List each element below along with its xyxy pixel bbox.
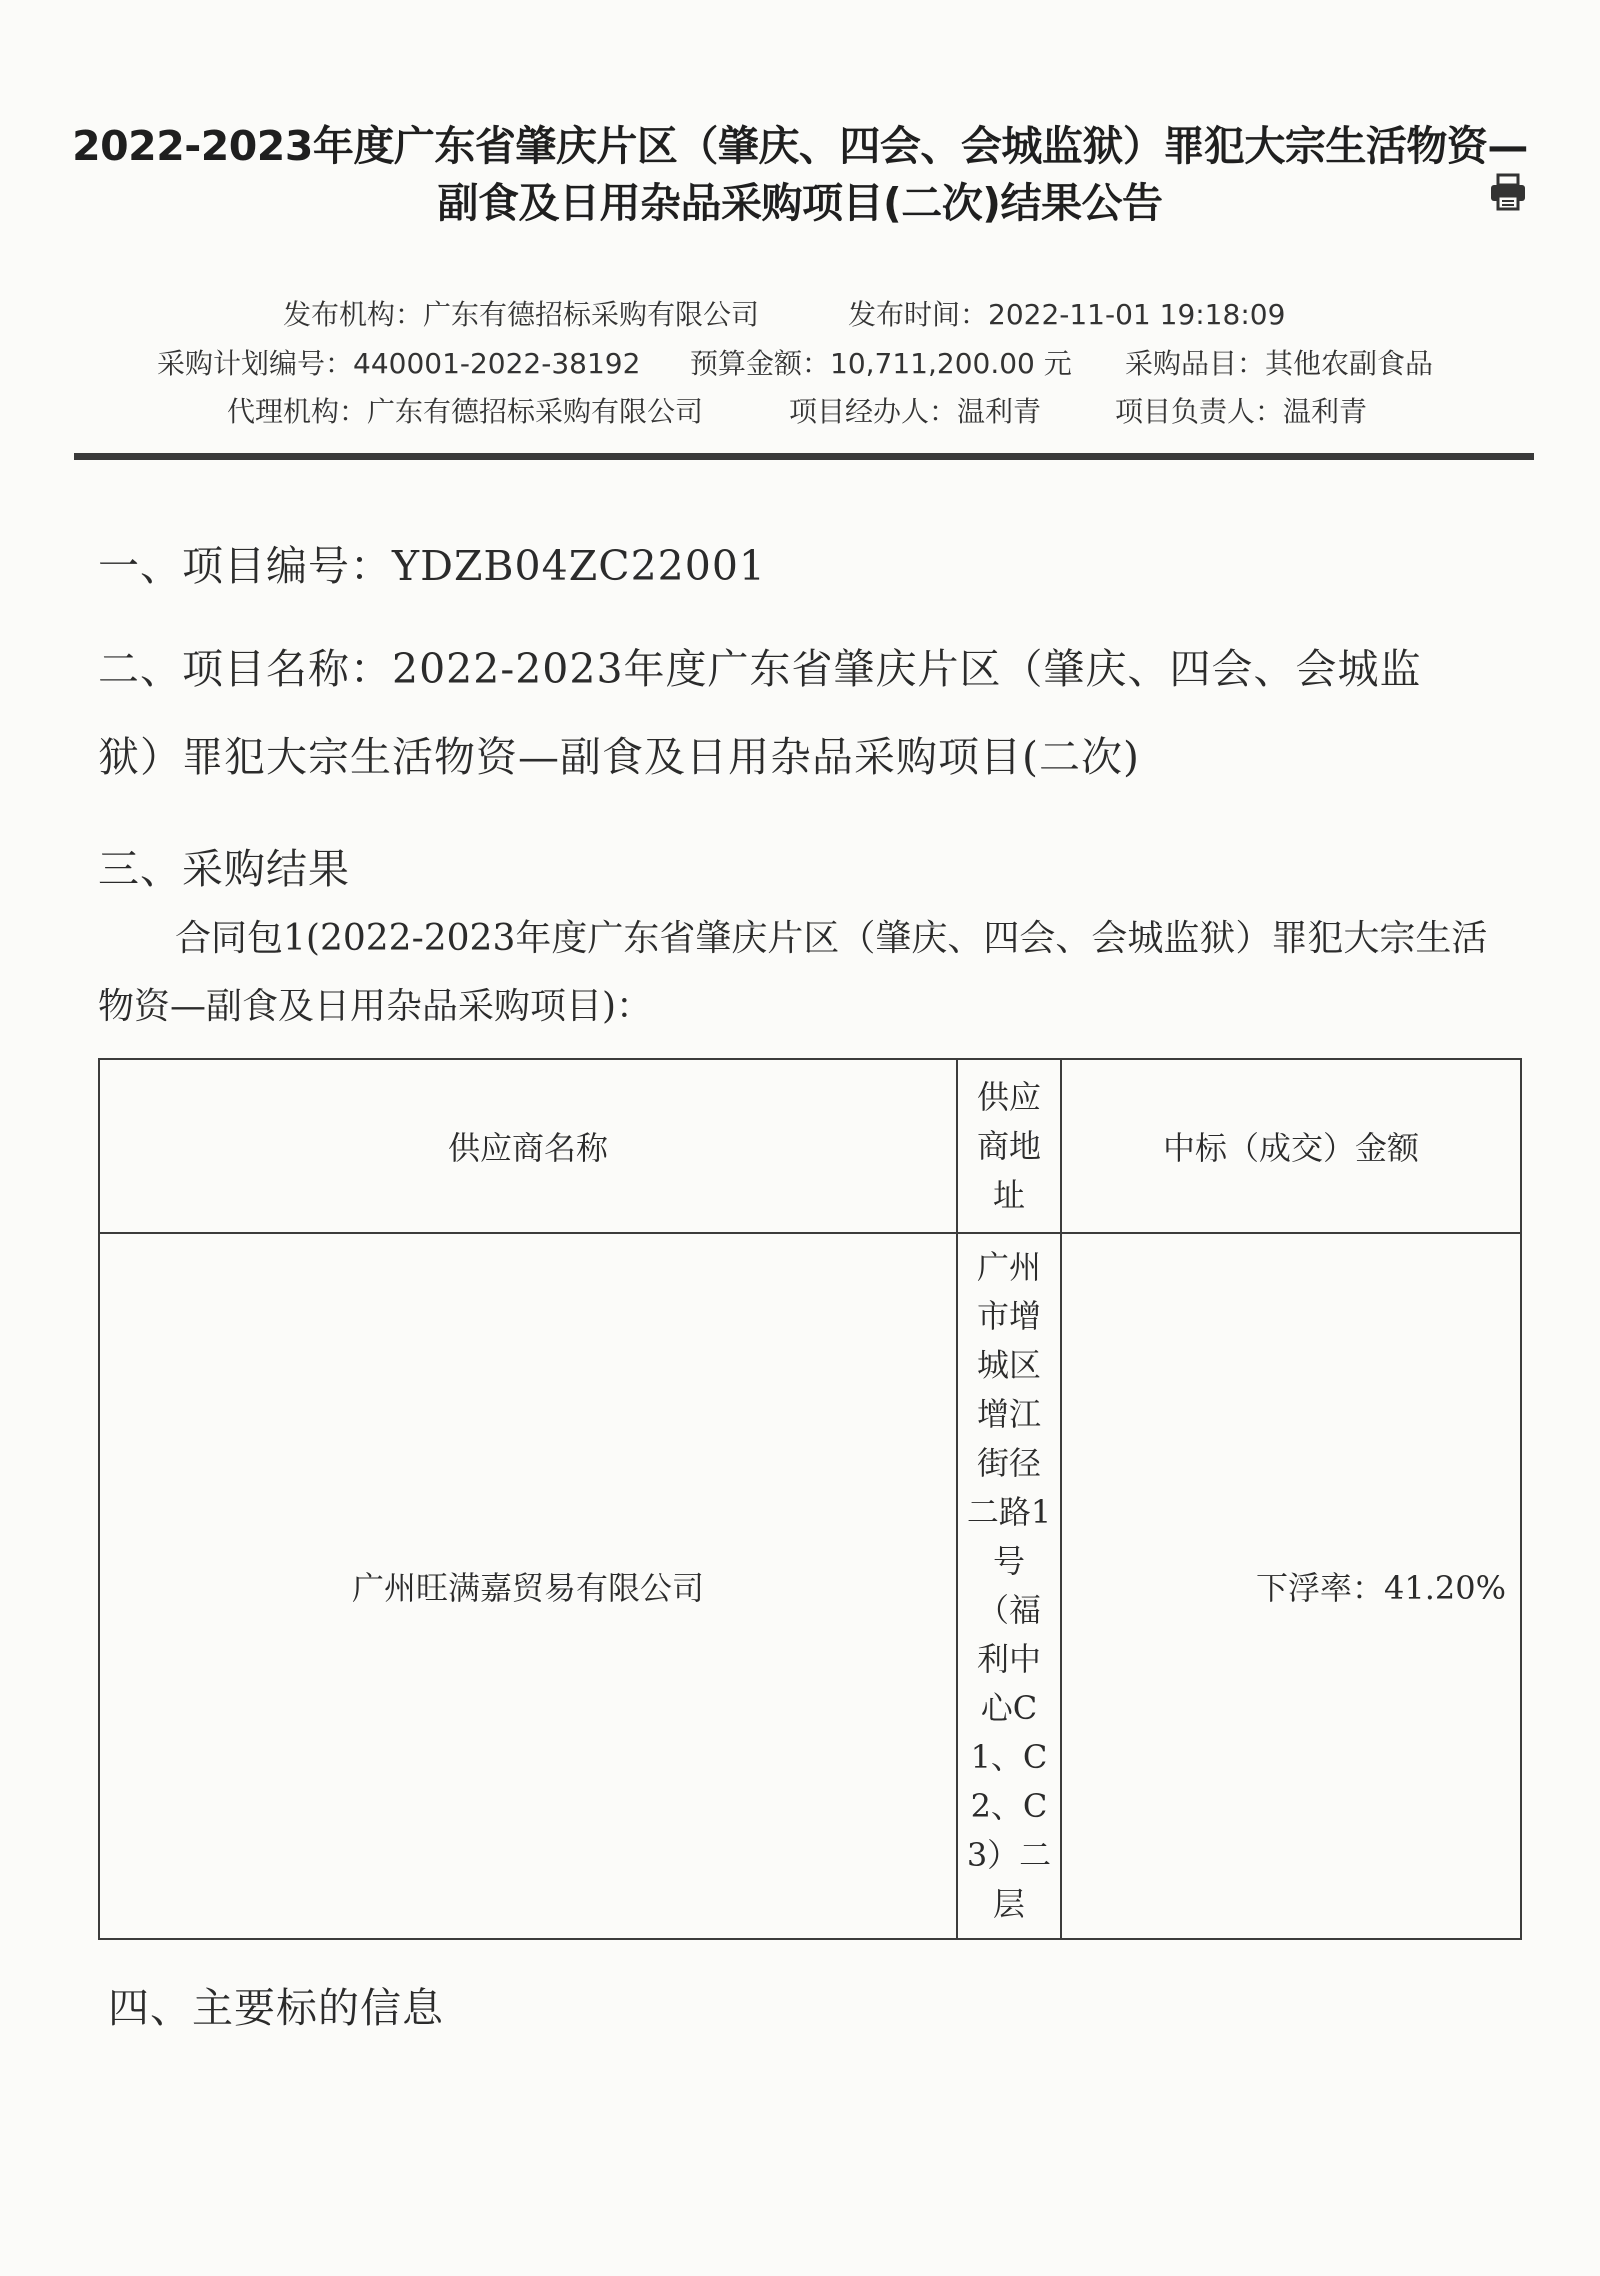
table-header-row xyxy=(99,1059,1521,1233)
meta-leader: 项目负责人：温利青 xyxy=(1115,395,1368,428)
section-project-number: 一、项目编号：YDZB04ZC22001 xyxy=(98,542,767,590)
meta-plan-number: 采购计划编号：440001-2022-38192 xyxy=(157,347,641,380)
header-bid-amount: 中标（成交）金额 xyxy=(1061,1059,1521,1233)
meta-budget: 预算金额：10,711,200.00 元 xyxy=(690,347,1072,380)
meta-publisher: 发布机构：广东有德招标采购有限公司 xyxy=(283,298,760,331)
printer-icon[interactable] xyxy=(1488,172,1528,212)
section-procurement-result: 三、采购结果 xyxy=(98,845,350,893)
title-line-2: 副食及日用杂品采购项目(二次)结果公告 xyxy=(437,179,1163,227)
header-supplier-name: 供应商名称 xyxy=(99,1059,957,1233)
header-supplier-address: 供应商地址 xyxy=(957,1059,1061,1233)
supplier-address-cell: 广州市增城区增江街径二路1号（福利中心C1、C2、C3）二层 xyxy=(957,1233,1061,1939)
package-description-line-1: 合同包1(2022-2023年度广东省肇庆片区（肇庆、四会、会城监狱）罪犯大宗生活 xyxy=(175,918,1488,959)
section-project-name-line-2: 狱）罪犯大宗生活物资—副食及日用杂品采购项目(二次) xyxy=(98,733,1140,781)
page-title xyxy=(60,118,1540,232)
section-main-subject-info: 四、主要标的信息 xyxy=(108,1984,444,2032)
meta-publish-time: 发布时间：2022-11-01 19:18:09 xyxy=(848,298,1286,331)
result-table xyxy=(98,1058,1522,1940)
package-description-line-2: 物资—副食及日用杂品采购项目)： xyxy=(98,986,653,1027)
meta-agency: 代理机构：广东有德招标采购有限公司 xyxy=(227,395,704,428)
bid-amount-cell: 下浮率：41.20% xyxy=(1061,1233,1521,1939)
title-line-1: 2022-2023年度广东省肇庆片区（肇庆、四会、会城监狱）罪犯大宗生活物资— xyxy=(72,122,1528,170)
meta-handler: 项目经办人：温利青 xyxy=(789,395,1042,428)
header-divider xyxy=(74,453,1534,460)
meta-category: 采购品目：其他农副食品 xyxy=(1125,347,1434,380)
section-project-name-line-1: 二、项目名称：2022-2023年度广东省肇庆片区（肇庆、四会、会城监 xyxy=(98,645,1422,693)
supplier-name-cell: 广州旺满嘉贸易有限公司 xyxy=(99,1233,957,1939)
table-row xyxy=(99,1233,1521,1939)
